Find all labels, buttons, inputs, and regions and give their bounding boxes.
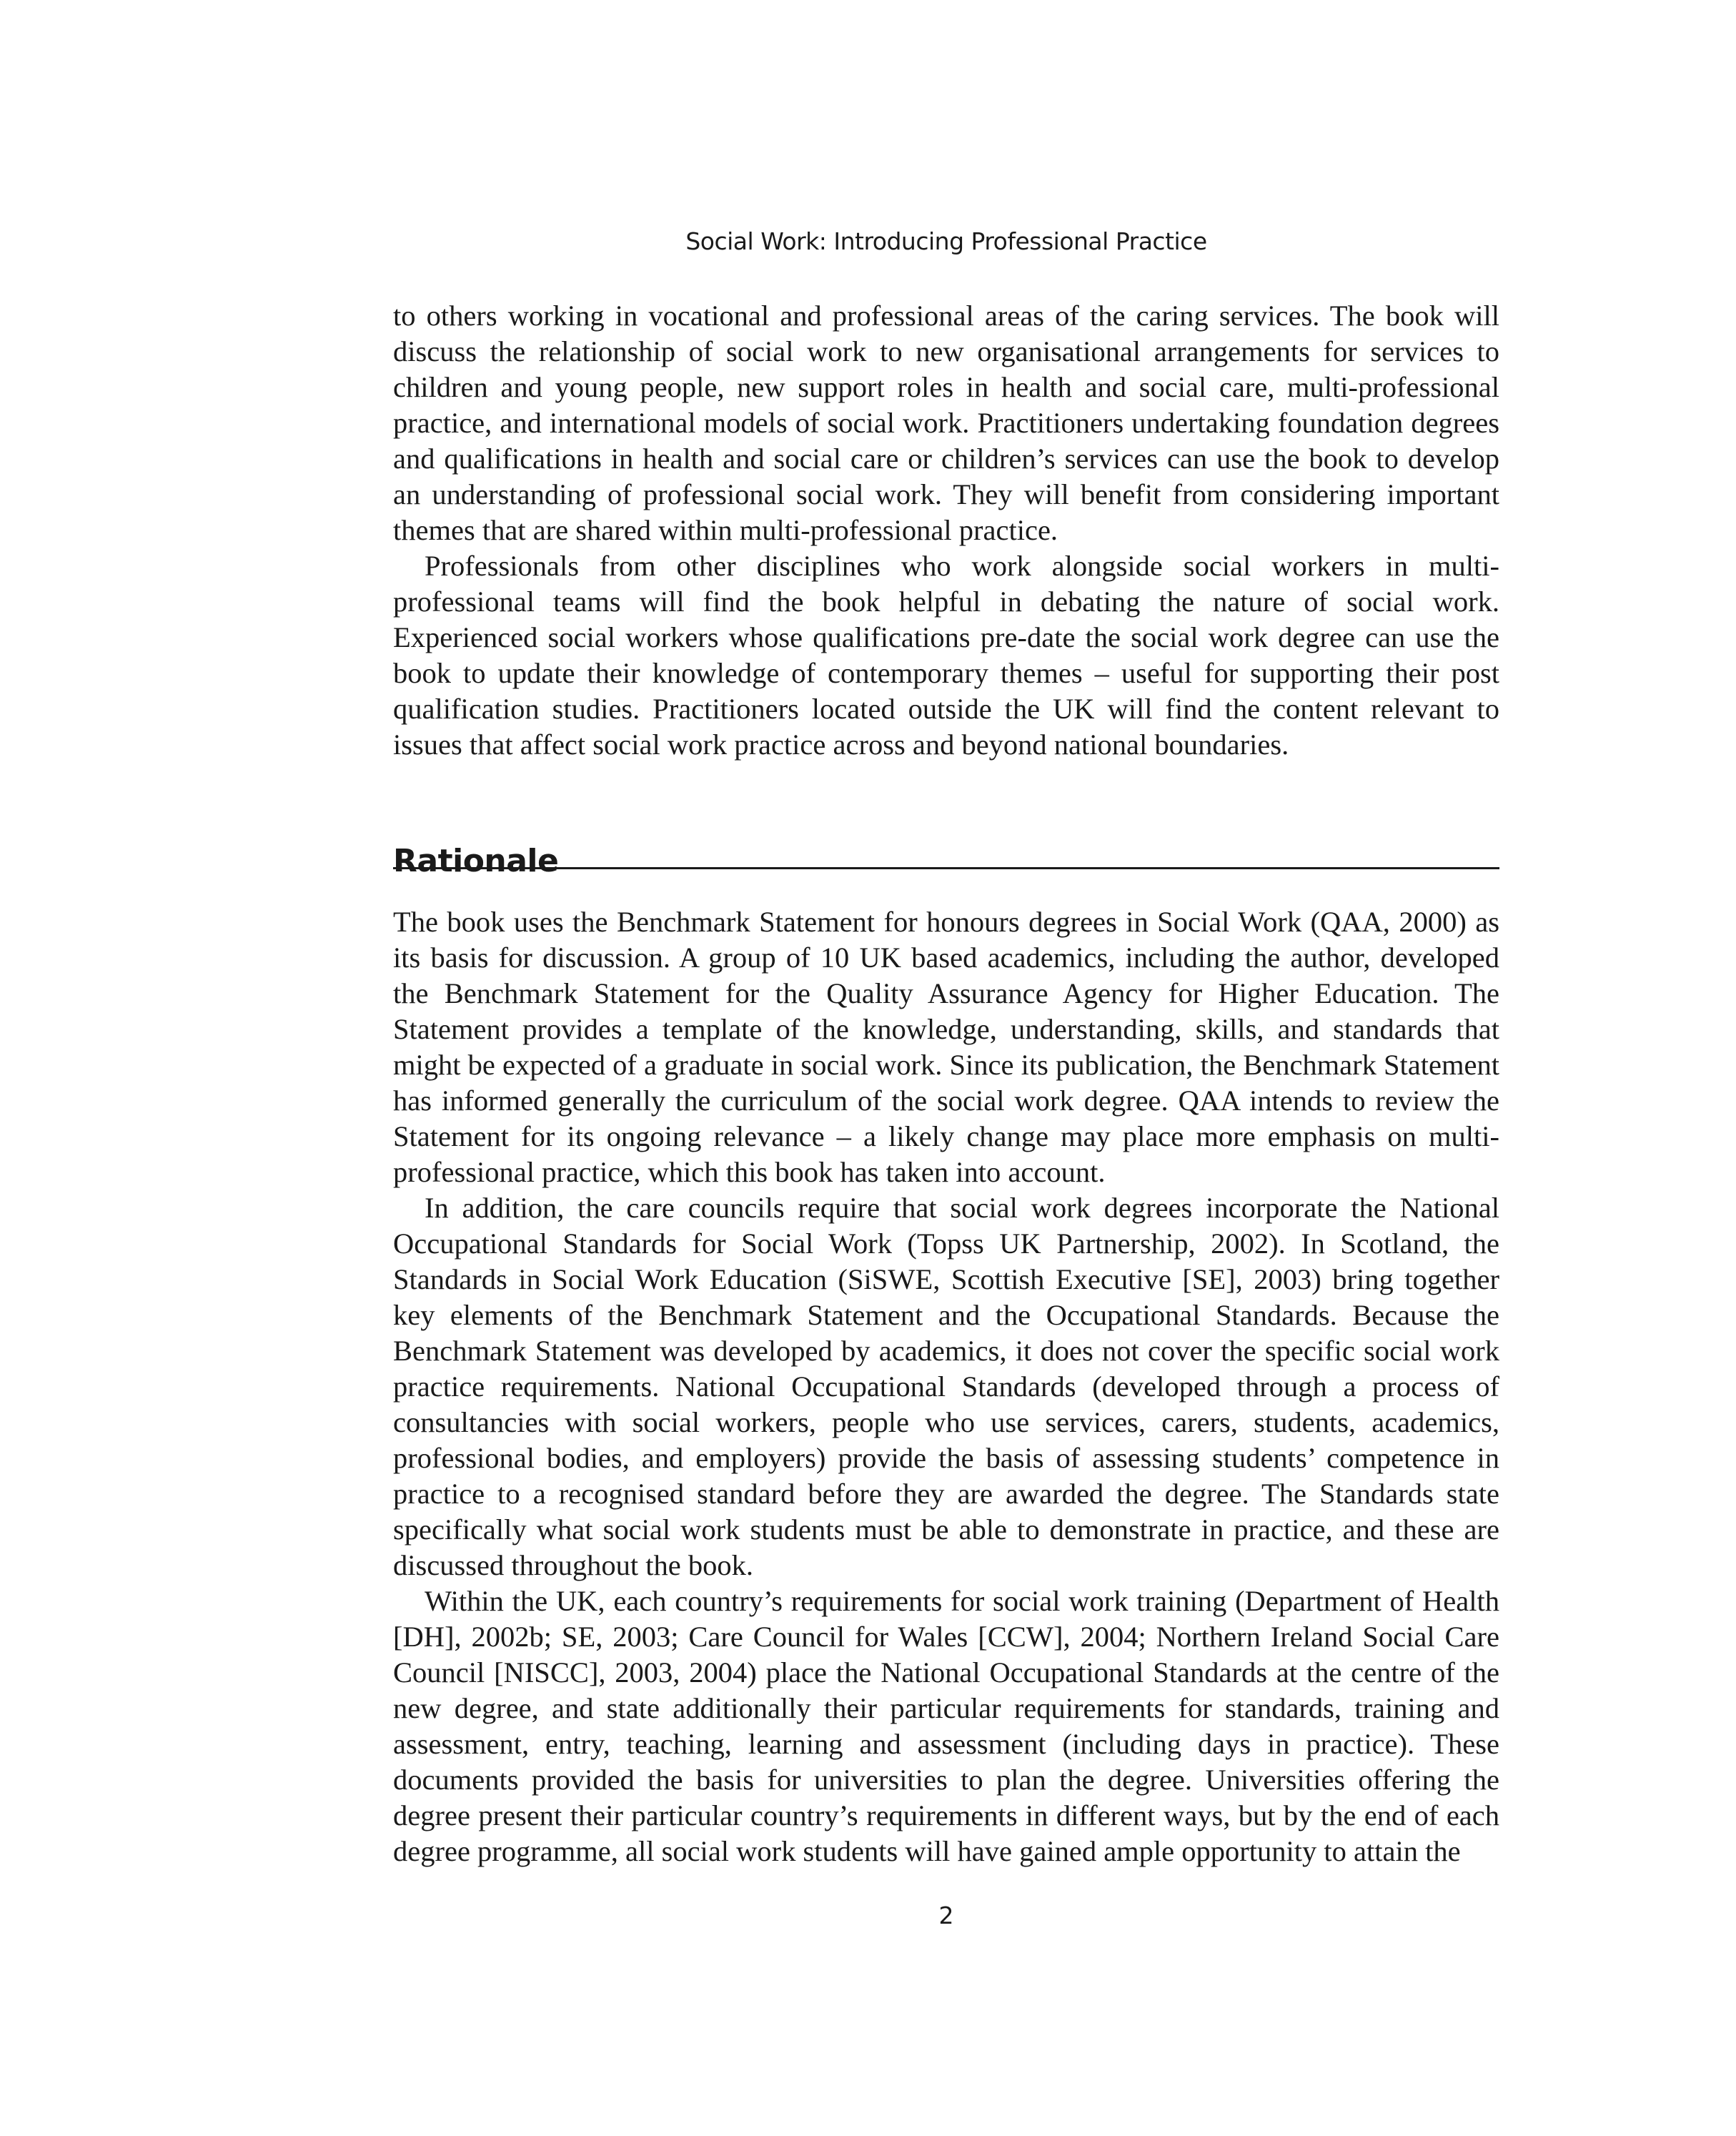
rationale-paragraph-3: Within the UK, each country’s requirements for social work training (Department of Health [DH], 2002b; SE, 2003; Care Council for Wales [CCW], 2004; Northern Ireland Social Care Council [NISCC], 2003, 2004) place the National Occupational Standards at the centre of the new degree, and state additionally their particular requirements for standards, training and assessment, entry, teaching, learning and assessment (including days in practice). These documents provided the basis for universities to plan the degree. Universities offering the degree present their particular country’s requirements in different ways, but by the end of each degree programme, all social work students will have gained ample opportunity to attain the	[393, 1585, 1499, 1867]
intro-body	[393, 298, 1499, 763]
heading-divider	[393, 867, 1499, 869]
section-heading-rationale: Rationale	[393, 842, 559, 879]
intro-paragraph-2: Professionals from other disciplines who work alongside social workers in multi-professional teams will find the book helpful in debating the nature of social work. Experienced social workers whose qualifications pre-date the social work degree can use the book to update their knowledge of contemporary themes – useful for supporting their post qualification studies. Practitioners located outside the UK will find the content relevant to issues that affect social work practice across and beyond national boundaries.	[393, 550, 1499, 761]
page-number: 2	[938, 1902, 954, 1929]
running-header: Social Work: Introducing Professional Practice	[685, 227, 1207, 255]
rationale-paragraph-1: The book uses the Benchmark Statement for honours degrees in Social Work (QAA, 2000) as its basis for discussion. A group of 10 UK based academics, including the author, developed the Benchmark Statement for the Quality Assurance Agency for Higher Education. The Statement provides a template of the knowledge, understanding, skills, and standards that might be expected of a graduate in social work. Since its publication, the Benchmark Statement has informed generally the curriculum of the social work degree. QAA intends to review the Statement for its ongoing relevance – a likely change may place more emphasis on multi-professional practice, which this book has taken into account.	[393, 906, 1499, 1188]
rationale-body	[393, 904, 1499, 1869]
rationale-paragraph-2: In addition, the care councils require that social work degrees incorporate the National Occupational Standards for Social Work (Topss UK Partnership, 2002). In Scotland, the Standards in Social Work Education (SiSWE, Scottish Executive [SE], 2003) bring together key elements of the Benchmark Statement and the Occupational Standards. Because the Benchmark Statement was developed by academics, it does not cover the specific social work practice requirements. National Occupational Standards (developed through a process of consultancies with social workers, people who use services, carers, students, academics, professional bodies, and employers) provide the basis of assessing students’ competence in practice to a recognised standard before they are awarded the degree. The Standards state specifically what social work students must be able to demonstrate in practice, and these are discussed throughout the book.	[393, 1192, 1499, 1581]
intro-paragraph-1: to others working in vocational and professional areas of the caring services. The book will discuss the relationship of social work to new organisational arrangements for services to children and young people, new support roles in health and social care, multi-professional practice, and international models of social work. Practitioners undertaking foundation degrees and qualifications in health and social care or children’s services can use the book to develop an understanding of professional social work. They will benefit from considering important themes that are shared within multi-professional practice.	[393, 300, 1499, 546]
